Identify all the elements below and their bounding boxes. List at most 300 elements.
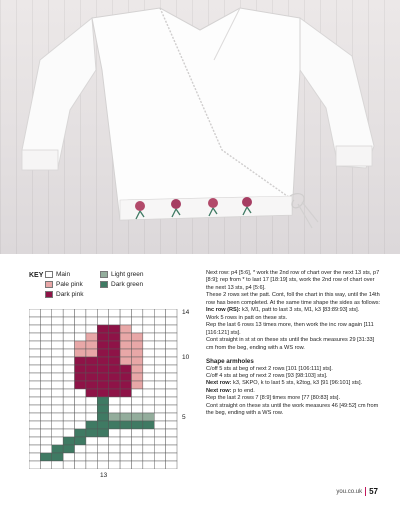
chart-cell <box>63 405 74 413</box>
key-title: KEY <box>29 272 44 279</box>
chart-cell <box>143 365 154 373</box>
chart-cell <box>109 421 120 429</box>
chart-cell <box>109 325 120 333</box>
chart-cell <box>63 461 74 469</box>
next-row-text-2: p to end. <box>231 387 255 394</box>
rose-chart <box>29 309 189 469</box>
chart-cell <box>40 453 51 461</box>
chart-cell <box>109 381 120 389</box>
chart-cell <box>86 317 97 325</box>
chart-cell <box>52 341 63 349</box>
chart-cell <box>154 445 165 453</box>
chart-cell <box>120 373 131 381</box>
chart-cell <box>86 421 97 429</box>
chart-cell <box>40 325 51 333</box>
chart-cell <box>166 413 177 421</box>
chart-cell <box>52 437 63 445</box>
chart-cell <box>75 357 86 365</box>
chart-cell <box>154 397 165 405</box>
chart-cell <box>166 461 177 469</box>
chart-cell <box>63 325 74 333</box>
chart-cell <box>63 373 74 381</box>
chart-cell <box>154 325 165 333</box>
pattern-instructions <box>206 270 382 418</box>
chart-cell <box>97 325 108 333</box>
chart-cell <box>97 389 108 397</box>
chart-cell <box>29 389 40 397</box>
chart-cell <box>120 437 131 445</box>
chart-cell <box>52 405 63 413</box>
chart-cell <box>166 349 177 357</box>
chart-cell <box>97 357 108 365</box>
chart-cell <box>86 413 97 421</box>
chart-cell <box>97 413 108 421</box>
chart-cell <box>166 333 177 341</box>
chart-cell <box>63 437 74 445</box>
chart-cell <box>154 437 165 445</box>
chart-cell <box>97 453 108 461</box>
chart-cell <box>63 397 74 405</box>
chart-cell <box>109 413 120 421</box>
chart-cell <box>120 341 131 349</box>
chart-cell <box>40 461 51 469</box>
chart-cell <box>52 429 63 437</box>
chart-cell <box>29 445 40 453</box>
chart-cell <box>40 333 51 341</box>
chart-cell <box>166 389 177 397</box>
chart-cell <box>75 453 86 461</box>
chart-cell <box>29 357 40 365</box>
chart-cell <box>75 397 86 405</box>
chart-cell <box>63 381 74 389</box>
chart-cell <box>109 357 120 365</box>
chart-cell <box>166 381 177 389</box>
chart-cell <box>131 389 142 397</box>
footer-divider <box>365 487 366 496</box>
chart-cell <box>52 317 63 325</box>
chart-cell <box>120 325 131 333</box>
chart-cell <box>75 381 86 389</box>
chart-cell <box>86 365 97 373</box>
chart-cell <box>97 405 108 413</box>
chart-cell <box>97 437 108 445</box>
chart-cell <box>109 309 120 317</box>
inc-row-label: Inc row (RS): <box>206 307 241 314</box>
chart-cell <box>75 429 86 437</box>
key-label-main: Main <box>56 271 71 278</box>
chart-cell <box>143 333 154 341</box>
chart-cell <box>131 357 142 365</box>
chart-cell <box>63 333 74 341</box>
col-label-13: 13 <box>100 472 108 479</box>
chart-cell <box>52 333 63 341</box>
chart-cell <box>154 365 165 373</box>
site-name: you.co.uk <box>336 488 363 495</box>
chart-cell <box>29 373 40 381</box>
chart-cell <box>86 429 97 437</box>
chart-cell <box>75 365 86 373</box>
chart-cell <box>166 309 177 317</box>
chart-cell <box>154 453 165 461</box>
chart-cell <box>63 357 74 365</box>
chart-cell <box>63 317 74 325</box>
chart-cell <box>52 389 63 397</box>
chart-cell <box>109 461 120 469</box>
chart-cell <box>131 341 142 349</box>
chart-cell <box>109 397 120 405</box>
chart-cell <box>166 357 177 365</box>
chart-cell <box>29 461 40 469</box>
chart-cell <box>166 445 177 453</box>
chart-cell <box>143 397 154 405</box>
instr-p7: C/off 5 sts at beg of next 2 rows [101 [106:111] sts]. <box>206 365 333 372</box>
chart-cell <box>52 309 63 317</box>
instr-p11: Rep the last 2 rows 7 [8:9] times more [77 [80:83] sts]. <box>206 395 341 402</box>
chart-cell <box>154 357 165 365</box>
chart-cell <box>120 365 131 373</box>
chart-cell <box>52 445 63 453</box>
chart-cell <box>29 317 40 325</box>
chart-cell <box>143 349 154 357</box>
chart-cell <box>40 437 51 445</box>
chart-cell <box>97 365 108 373</box>
chart-cell <box>120 421 131 429</box>
chart-cell <box>86 373 97 381</box>
chart-cell <box>75 341 86 349</box>
chart-cell <box>29 437 40 445</box>
row-label-5: 5 <box>182 414 186 421</box>
chart-cell <box>52 357 63 365</box>
chart-cell <box>166 421 177 429</box>
chart-cell <box>120 453 131 461</box>
chart-cell <box>29 341 40 349</box>
chart-cell <box>63 389 74 397</box>
instr-p1: Next row: p4 [5:6], * work the 2nd row of chart over the next 13 sts, p7 [8:9]; rep from * to last 17 [18:19] sts, work the 2nd row of chart over the next 13 sts, p4 [5:6]. <box>206 270 380 291</box>
chart-cell <box>40 421 51 429</box>
chart-cell <box>97 333 108 341</box>
instr-p5: Rep the last 6 rows 13 times more, then work the inc row again [111 [116:121] sts]. <box>206 322 374 336</box>
chart-cell <box>131 413 142 421</box>
chart-cell <box>29 405 40 413</box>
chart-cell <box>29 333 40 341</box>
chart-cell <box>52 325 63 333</box>
chart-cell <box>40 389 51 397</box>
chart-cell <box>154 309 165 317</box>
chart-cell <box>143 373 154 381</box>
instr-p3 <box>206 307 382 314</box>
chart-cell <box>166 317 177 325</box>
chart-cell <box>109 453 120 461</box>
chart-cell <box>86 405 97 413</box>
chart-cell <box>75 325 86 333</box>
chart-cell <box>40 365 51 373</box>
chart-cell <box>75 317 86 325</box>
chart-cell <box>131 373 142 381</box>
swatch-dark-pink <box>45 291 53 298</box>
chart-cell <box>52 397 63 405</box>
chart-cell <box>154 349 165 357</box>
chart-cell <box>52 421 63 429</box>
chart-cell <box>63 413 74 421</box>
chart-cell <box>86 341 97 349</box>
chart-cell <box>131 317 142 325</box>
chart-cell <box>29 397 40 405</box>
chart-cell <box>75 349 86 357</box>
chart-cell <box>120 349 131 357</box>
chart-cell <box>97 349 108 357</box>
chart-cell <box>40 309 51 317</box>
chart-cell <box>75 373 86 381</box>
chart-cell <box>86 389 97 397</box>
chart-cell <box>52 461 63 469</box>
chart-cell <box>29 429 40 437</box>
chart-cell <box>154 413 165 421</box>
chart-cell <box>143 453 154 461</box>
chart-cell <box>97 421 108 429</box>
inc-row-text: k3, M1, patt to last 3 sts, M1, k3 [83:89:93] sts]. <box>240 307 360 314</box>
chart-cell <box>109 349 120 357</box>
chart-cell <box>40 397 51 405</box>
chart-cell <box>97 381 108 389</box>
chart-cell <box>120 381 131 389</box>
chart-cell <box>120 445 131 453</box>
chart-cell <box>29 453 40 461</box>
chart-cell <box>63 365 74 373</box>
chart-cell <box>40 405 51 413</box>
chart-cell <box>52 413 63 421</box>
chart-cell <box>63 341 74 349</box>
chart-cell <box>166 325 177 333</box>
chart-cell <box>131 397 142 405</box>
next-row-label-1: Next row: <box>206 380 232 387</box>
chart-cell <box>97 445 108 453</box>
chart-cell <box>131 325 142 333</box>
chart-cell <box>63 349 74 357</box>
chart-cell <box>75 437 86 445</box>
chart-cell <box>131 421 142 429</box>
chart-cell <box>166 453 177 461</box>
chart-cell <box>40 413 51 421</box>
chart-cell <box>154 461 165 469</box>
chart-cell <box>75 309 86 317</box>
chart-cell <box>86 445 97 453</box>
chart-cell <box>143 341 154 349</box>
chart-cell <box>143 317 154 325</box>
key-item-dark-green <box>100 281 143 288</box>
chart-cell <box>52 381 63 389</box>
chart-cell <box>97 461 108 469</box>
chart-cell <box>86 309 97 317</box>
chart-cell <box>75 389 86 397</box>
chart-cell <box>109 437 120 445</box>
chart-cell <box>40 341 51 349</box>
chart-cell <box>97 429 108 437</box>
chart-cell <box>29 381 40 389</box>
chart-cell <box>154 381 165 389</box>
chart-cell <box>166 437 177 445</box>
chart-cell <box>120 389 131 397</box>
chart-cell <box>97 397 108 405</box>
chart-cell <box>109 373 120 381</box>
swatch-light-green <box>100 271 108 278</box>
chart-cell <box>131 333 142 341</box>
chart-cell <box>86 349 97 357</box>
chart-cell <box>131 309 142 317</box>
chart-cell <box>166 405 177 413</box>
chart-key <box>29 268 209 308</box>
chart-cell <box>131 365 142 373</box>
chart-cell <box>109 333 120 341</box>
chart-cell <box>109 389 120 397</box>
chart-cell <box>63 309 74 317</box>
chart-cell <box>109 445 120 453</box>
chart-cell <box>29 421 40 429</box>
instr-p2: These 2 rows set the patt. Cont, foll the chart in this way, until the 14th row has been completed. At the same time shape the sides as follows: <box>206 292 381 306</box>
key-item-main <box>45 271 70 278</box>
chart-cell <box>40 373 51 381</box>
key-item-pale-pink <box>45 281 83 288</box>
chart-cell <box>86 333 97 341</box>
chart-cell <box>131 437 142 445</box>
chart-cell <box>86 397 97 405</box>
chart-cell <box>75 413 86 421</box>
key-label-dark-pink: Dark pink <box>56 291 84 298</box>
chart-cell <box>97 341 108 349</box>
instr-p10 <box>206 388 382 395</box>
chart-cell <box>97 309 108 317</box>
chart-cell <box>120 413 131 421</box>
chart-cell <box>86 453 97 461</box>
chart-cell <box>154 317 165 325</box>
chart-cell <box>154 333 165 341</box>
chart-cell <box>166 373 177 381</box>
chart-cell <box>29 365 40 373</box>
chart-cell <box>52 349 63 357</box>
chart-cell <box>120 333 131 341</box>
chart-cell <box>166 341 177 349</box>
chart-cell <box>166 365 177 373</box>
chart-cell <box>131 445 142 453</box>
chart-cell <box>143 405 154 413</box>
chart-cell <box>29 325 40 333</box>
chart-cell <box>63 421 74 429</box>
chart-cell <box>166 397 177 405</box>
swatch-pale-pink <box>45 281 53 288</box>
swatch-dark-green <box>100 281 108 288</box>
chart-cell <box>75 461 86 469</box>
key-item-dark-pink <box>45 291 83 298</box>
section-heading: Shape armholes <box>206 357 254 365</box>
chart-cell <box>131 349 142 357</box>
chart-cell <box>143 445 154 453</box>
chart-cell <box>86 357 97 365</box>
cardigan-illustration <box>0 0 400 254</box>
chart-cell <box>109 405 120 413</box>
chart-cell <box>154 373 165 381</box>
chart-cell <box>40 349 51 357</box>
chart-cell <box>40 381 51 389</box>
chart-cell <box>154 341 165 349</box>
next-row-label-2: Next row: <box>206 387 232 394</box>
chart-cell <box>143 309 154 317</box>
chart-cell <box>40 445 51 453</box>
chart-cell <box>120 405 131 413</box>
chart-cell <box>29 349 40 357</box>
instr-p9 <box>206 380 382 387</box>
chart-cell <box>154 429 165 437</box>
chart-cell <box>143 325 154 333</box>
chart-cell <box>97 373 108 381</box>
next-row-text-1: k3, SKPO, k to last 5 sts, k2tog, k3 [91 [96:101] sts]. <box>231 380 363 387</box>
key-item-light-green <box>100 271 144 278</box>
instr-p8: C/off 4 sts at beg of next 2 rows [93 [98:103] sts]. <box>206 373 328 380</box>
chart-cell <box>29 413 40 421</box>
chart-cell <box>131 453 142 461</box>
key-label-pale-pink: Pale pink <box>56 281 83 288</box>
cardigan-photo <box>0 0 400 254</box>
chart-cell <box>131 429 142 437</box>
chart-cell <box>143 421 154 429</box>
chart-cell <box>131 405 142 413</box>
chart-cell <box>63 453 74 461</box>
chart-cell <box>86 381 97 389</box>
key-label-light-green: Light green <box>111 271 144 278</box>
chart-cell <box>143 437 154 445</box>
chart-cell <box>86 325 97 333</box>
chart-cell <box>120 397 131 405</box>
chart-cell <box>75 405 86 413</box>
row-label-10: 10 <box>182 354 190 361</box>
chart-cell <box>52 365 63 373</box>
page-footer <box>336 487 378 496</box>
chart-cell <box>131 461 142 469</box>
chart-cell <box>52 373 63 381</box>
chart-cell <box>143 413 154 421</box>
chart-cell <box>143 429 154 437</box>
chart-cell <box>29 309 40 317</box>
chart-cell <box>120 461 131 469</box>
chart-cell <box>154 405 165 413</box>
chart-cell <box>120 357 131 365</box>
chart-cell <box>97 317 108 325</box>
chart-cell <box>40 429 51 437</box>
instr-p6: Cont straight in st st on these sts until the back measures 29 [31:33] cm from the beg, ending with a WS row. <box>206 337 375 351</box>
chart-cell <box>143 381 154 389</box>
chart-cell <box>154 389 165 397</box>
chart-cell <box>166 429 177 437</box>
chart-cell <box>154 421 165 429</box>
chart-cell <box>40 317 51 325</box>
chart-cell <box>143 357 154 365</box>
chart-cell <box>109 341 120 349</box>
instr-p12: Cont straight on these sts until the work measures 46 [49:52] cm from the beg, ending with a WS row. <box>206 402 379 417</box>
chart-cell <box>120 317 131 325</box>
chart-grid <box>29 309 189 469</box>
chart-cell <box>86 437 97 445</box>
row-label-14: 14 <box>182 309 190 316</box>
chart-cell <box>109 429 120 437</box>
chart-cell <box>75 333 86 341</box>
chart-cell <box>52 453 63 461</box>
chart-cell <box>131 381 142 389</box>
chart-cell <box>63 445 74 453</box>
chart-cell <box>120 309 131 317</box>
chart-cell <box>63 429 74 437</box>
chart-cell <box>86 461 97 469</box>
page-number: 57 <box>369 487 378 496</box>
chart-cell <box>75 421 86 429</box>
chart-cell <box>143 461 154 469</box>
